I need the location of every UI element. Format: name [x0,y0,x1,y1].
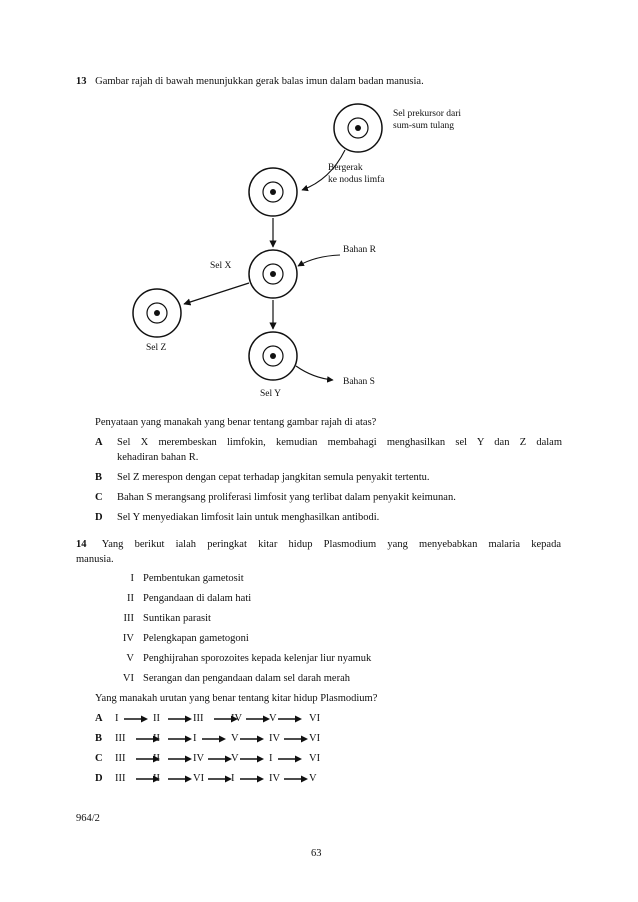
sequence-item: VI [309,713,321,724]
q13-question: Penyataan yang manakah yang benar tentang gambar rajah di atas? [95,417,377,428]
precursor-cell [334,104,382,152]
step-text: Pembentukan gametosit [143,573,244,584]
label-substance-s: Bahan S [343,377,375,387]
sequence-item: II [153,773,160,784]
step-roman: IV [122,633,134,644]
q13-option-a[interactable] [95,436,565,466]
right-arrow-icon [207,772,233,786]
right-arrow-icon [245,712,271,726]
sequence-item: I [269,753,273,764]
step-text: Pelengkapan gametogoni [143,633,249,644]
sequence-item: III [115,773,126,784]
label-precursor-line1: Sel prekursor dari [393,109,462,119]
option-text: Sel Y menyediakan limfosit lain untuk menghasilkan antibodi. [117,512,380,523]
paper-code: 964/2 [76,813,100,824]
option-text: Bahan S merangsang proliferasi limfosit yang terlibat dalam penyakit keimunan. [117,492,456,503]
option-letter: B [95,733,103,744]
q14-stem-line1 [76,538,561,551]
q13-option-d[interactable] [95,511,565,525]
sequence-item: III [193,713,204,724]
right-arrow-icon [277,712,303,726]
q13-option-c[interactable] [95,491,565,505]
q14-step [110,572,510,586]
sequence-item: I [115,713,119,724]
sequence-item: IV [269,733,281,744]
q14-option-b[interactable] [95,732,415,746]
cell-x [249,250,297,298]
label-move-line2: ke nodus limfa [328,175,385,185]
page-number: 63 [311,848,322,859]
q14-step [110,612,510,626]
q14-stem-line2: manusia. [76,554,114,565]
option-letter: D [95,773,103,784]
label-cell-y: Sel Y [260,389,282,399]
sequence-item: VI [193,773,205,784]
sequence-item: IV [269,773,281,784]
option-text: Sel Z merespon dengan cepat terhadap jangkitan semula penyakit tertentu. [117,472,430,483]
substance-s-arrow [296,366,333,380]
right-arrow-icon [201,732,227,746]
step-roman: VI [122,673,134,684]
q14-step [110,672,510,686]
right-arrow-icon [167,772,193,786]
arrow-to-cell-z [184,283,249,304]
q13-option-b[interactable] [95,471,565,485]
option-letter: A [95,437,103,448]
option-letter: D [95,512,103,523]
option-text-line1: Sel X merembeskan limfokin, kemudian membahagi menghasilkan sel Y dan Z dalam [117,437,562,448]
right-arrow-icon [283,772,309,786]
substance-r-arrow [298,255,340,266]
sequence-item: I [193,733,197,744]
cell-z [133,289,181,337]
step-text: Suntikan parasit [143,613,211,624]
q14-number: 14 [76,539,87,550]
sequence-item: VI [309,733,321,744]
sequence-item: V [269,713,277,724]
step-roman: V [126,653,134,664]
q14-question: Yang manakah urutan yang benar tentang kitar hidup Plasmodium? [95,693,378,704]
q14-option-c[interactable] [95,752,415,766]
sequence-item: II [153,713,160,724]
q13-stem: Gambar rajah di bawah menunjukkan gerak balas imun dalam badan manusia. [95,76,424,87]
right-arrow-icon [167,712,193,726]
option-letter: B [95,472,103,483]
sequence-item: I [231,773,235,784]
right-arrow-icon [207,752,233,766]
sequence-item: VI [309,753,321,764]
sequence-item: V [309,773,317,784]
label-move-line1: Bergerak [328,163,363,173]
step-roman: III [123,613,134,624]
immune-response-diagram [0,0,638,420]
q14-option-d[interactable] [95,772,415,786]
right-arrow-icon [283,732,309,746]
label-cell-z: Sel Z [146,343,167,353]
step-roman: II [127,593,134,604]
right-arrow-icon [167,732,193,746]
sequence-item: III [115,733,126,744]
label-substance-r: Bahan R [343,245,376,255]
option-letter: C [95,753,103,764]
q14-option-a[interactable] [95,712,415,726]
q14-step [110,592,510,606]
step-text: Pengandaan di dalam hati [143,593,252,604]
right-arrow-icon [239,772,265,786]
step-text: Serangan dan pengandaan dalam sel darah merah [143,673,350,684]
right-arrow-icon [167,752,193,766]
right-arrow-icon [239,732,265,746]
option-letter: A [95,713,103,724]
sequence-item: V [231,753,239,764]
label-precursor-line2: sum-sum tulang [393,121,454,131]
q14-step [110,652,510,666]
q14-step [110,632,510,646]
right-arrow-icon [123,712,149,726]
lymph-node-cell [249,168,297,216]
option-letter: C [95,492,103,503]
cell-y [249,332,297,380]
sequence-item: IV [193,753,205,764]
sequence-item: II [153,733,160,744]
sequence-item: II [153,753,160,764]
sequence-item: V [231,733,239,744]
sequence-item: III [115,753,126,764]
label-cell-x: Sel X [210,261,232,271]
q14-stem-text: Yang berikut ialah peringkat kitar hidup Plasmodium yang menyebabkan malaria kepada [101,539,561,550]
step-text: Penghijrahan sporozoites kepada kelenjar liur nyamuk [143,653,372,664]
sequence-item: IV [231,713,243,724]
right-arrow-icon [277,752,303,766]
option-text-line2: kehadiran bahan R. [117,452,199,463]
right-arrow-icon [239,752,265,766]
q13-number: 13 [76,76,87,87]
step-roman: I [130,573,134,584]
